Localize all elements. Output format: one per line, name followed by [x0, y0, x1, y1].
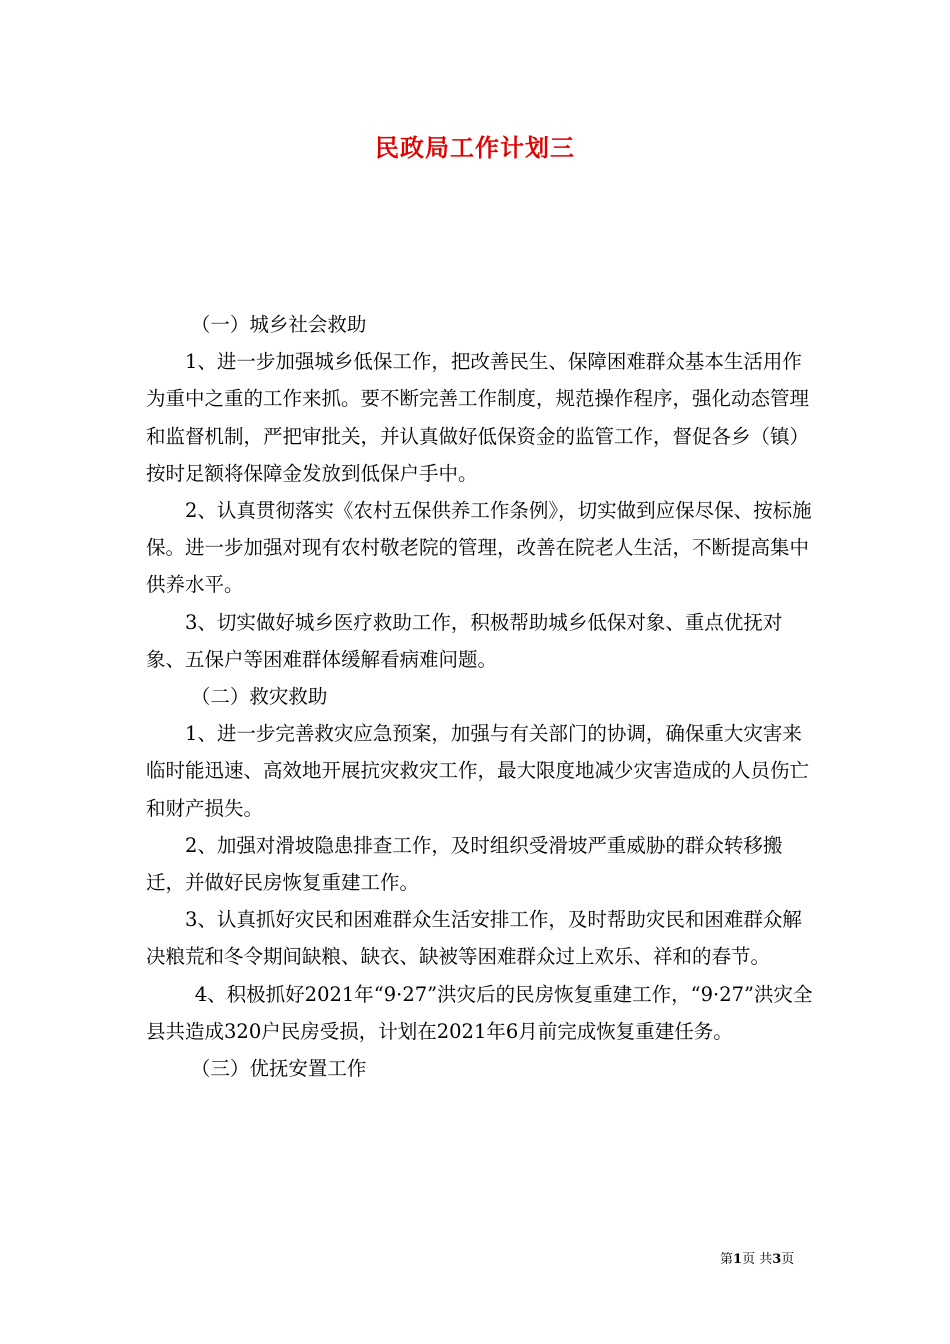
section-heading-2: （二）救灾救助: [190, 685, 328, 709]
section-heading-3: （三）优抚安置工作: [190, 1057, 367, 1081]
paragraph: 4、积极抓好2021年“9·27”洪灾后的民房恢复重建工作，“9·27”洪灾全县共造成320户民房受损，计划在2021年6月前完成恢复重建任务。: [146, 982, 813, 1043]
document-body: [146, 306, 814, 1087]
paragraph: 1、进一步加强城乡低保工作，把改善民生、保障困难群众基本生活用作为重中之重的工作来抓。要不断完善工作制度，规范操作程序，强化动态管理和监督机制，严把审批关，并认真做好低保资金的监管工作，督促各乡（镇）按时足额将保障金发放到低保户手中。: [146, 350, 810, 485]
total-pages-number: 3: [772, 1252, 782, 1267]
paragraph: 2、加强对滑坡隐患排查工作，及时组织受滑坡严重威胁的群众转移搬迁，并做好民房恢复重建工作。: [146, 833, 783, 895]
footer-middle: 页 共: [742, 1252, 773, 1267]
page-footer: [720, 1248, 794, 1267]
document-title: 民政局工作计划三: [375, 133, 575, 162]
current-page-number: 1: [733, 1252, 743, 1267]
paragraph: 3、切实做好城乡医疗救助工作，积极帮助城乡低保对象、重点优抚对象、五保户等困难群体缓解看病难问题。: [146, 610, 783, 671]
paragraph: 2、认真贯彻落实《农村五保供养工作条例》，切实做到应保尽保、按标施保。进一步加强对现有农村敬老院的管理，改善在院老人生活，不断提高集中供养水平。: [146, 499, 812, 597]
section-heading-1: （一）城乡社会救助: [190, 313, 367, 336]
paragraph: 1、进一步完善救灾应急预案，加强与有关部门的协调，确保重大灾害来临时能迅速、高效地开展抗灾救灾工作，最大限度地减少灾害造成的人员伤亡和财产损失。: [146, 722, 810, 820]
paragraph: 3、认真抓好灾民和困难群众生活安排工作，及时帮助灾民和困难群众解决粮荒和冬令期间缺粮、缺衣、缺被等困难群众过上欢乐、祥和的春节。: [146, 908, 802, 969]
footer-prefix: 第: [720, 1252, 734, 1267]
footer-suffix: 页: [781, 1252, 795, 1267]
